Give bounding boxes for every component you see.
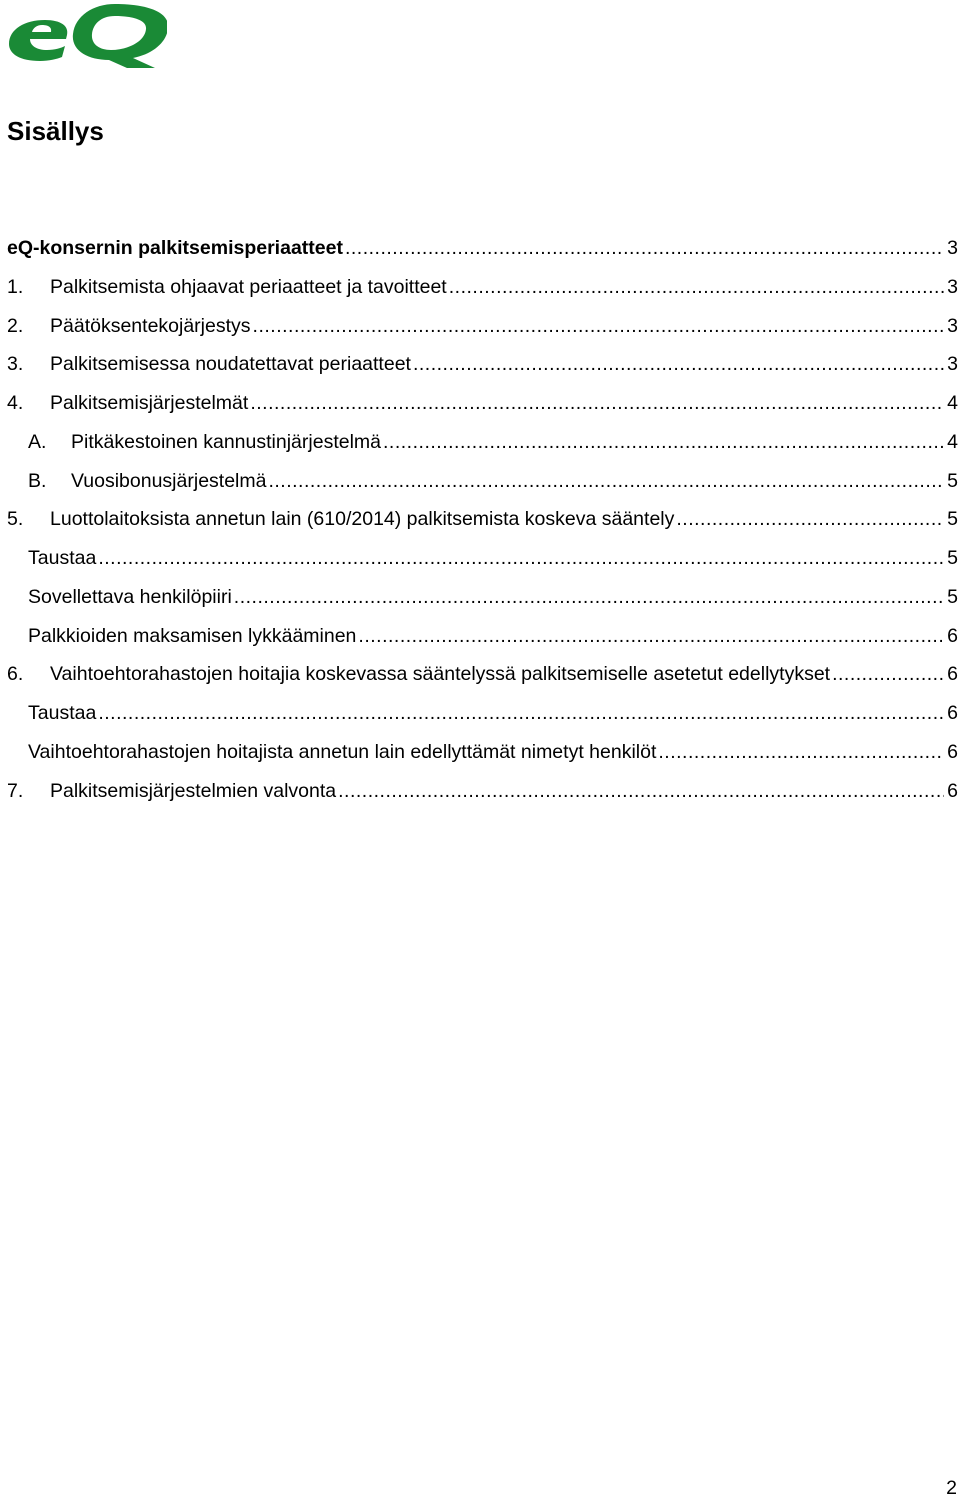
eq-logo-graphic	[5, 2, 167, 68]
toc-entry[interactable]	[7, 505, 958, 544]
toc-entry-page: 5	[947, 585, 958, 608]
toc-entry[interactable]	[7, 312, 958, 351]
toc-entry[interactable]	[7, 350, 958, 389]
toc-dot-leader	[832, 660, 944, 688]
toc-entry-title: Taustaa	[28, 547, 97, 569]
toc-entry[interactable]	[7, 273, 958, 312]
toc-entry-number: A.	[28, 430, 47, 453]
toc-entry-title: Taustaa	[28, 702, 97, 724]
table-of-contents	[7, 234, 958, 815]
toc-entry-page: 3	[947, 314, 958, 337]
toc-entry-page: 4	[947, 430, 958, 453]
toc-dot-leader	[345, 234, 944, 262]
eq-logo	[5, 2, 167, 68]
toc-entry[interactable]	[7, 389, 958, 428]
toc-entry-title: Palkkioiden maksamisen lykkääminen	[28, 624, 357, 647]
toc-entry[interactable]	[7, 467, 958, 506]
toc-entry[interactable]	[7, 738, 958, 777]
toc-dot-leader	[358, 622, 944, 650]
toc-entry-title: Päätöksentekojärjestys	[50, 314, 251, 337]
toc-entry-title: Luottolaitoksista annetun lain (610/2014) palkitsemista koskeva sääntely	[50, 508, 675, 531]
toc-dot-leader	[658, 738, 944, 766]
toc-entry-title: Vaihtoehtorahastojen hoitajia koskevassa sääntelyssä palkitsemiselle asetetut edellytykset	[50, 663, 831, 686]
toc-entry-page: 3	[947, 353, 958, 376]
toc-entry-page: 5	[947, 508, 958, 531]
toc-entry-title: Palkitsemista ohjaavat periaatteet ja tavoitteet	[50, 275, 447, 298]
toc-entry-title: Vuosibonusjärjestelmä	[71, 469, 267, 492]
toc-entry-number: 4.	[7, 392, 24, 414]
toc-dot-leader	[250, 389, 944, 417]
toc-dot-leader	[268, 467, 944, 495]
toc-entry-title: Palkitsemisjärjestelmien valvonta	[50, 779, 337, 802]
toc-entry-page: 6	[947, 740, 958, 763]
toc-entry-number: 2.	[7, 314, 24, 337]
toc-entry-number: 1.	[7, 275, 24, 298]
toc-entry[interactable]	[7, 583, 958, 622]
toc-dot-leader	[338, 777, 944, 805]
toc-entry-page: 5	[947, 469, 958, 492]
toc-entry-number: 7.	[7, 779, 24, 802]
toc-dot-leader	[383, 428, 944, 456]
toc-entry-page: 4	[947, 392, 958, 414]
toc-entry[interactable]	[7, 777, 958, 816]
toc-entry[interactable]	[7, 699, 958, 738]
toc-entry-page: 3	[947, 237, 958, 259]
toc-dot-leader	[449, 273, 944, 301]
toc-entry-title: Palkitsemisessa noudatettavat periaatteet	[50, 353, 411, 376]
toc-entry-number: 5.	[7, 508, 24, 531]
toc-entry[interactable]	[7, 428, 958, 467]
toc-entry[interactable]	[7, 234, 958, 273]
toc-dot-leader	[98, 544, 944, 572]
toc-heading: Sisällys	[7, 116, 104, 146]
toc-entry-title: Sovellettava henkilöpiiri	[28, 585, 232, 608]
toc-entry-page: 3	[947, 275, 958, 298]
toc-entry[interactable]	[7, 622, 958, 661]
toc-entry-page: 6	[947, 779, 958, 802]
toc-entry-title: Pitkäkestoinen kannustinjärjestelmä	[71, 430, 382, 453]
toc-entry-title: eQ-konsernin palkitsemisperiaatteet	[7, 237, 343, 259]
toc-entry-number: 6.	[7, 663, 24, 686]
toc-entry-page: 6	[947, 702, 958, 724]
toc-entry-title: Palkitsemisjärjestelmät	[50, 392, 249, 414]
toc-entry-number: B.	[28, 469, 47, 492]
page-number: 2	[946, 1477, 957, 1499]
toc-dot-leader	[253, 312, 945, 340]
toc-dot-leader	[676, 505, 944, 533]
toc-entry-title: Vaihtoehtorahastojen hoitajista annetun lain edellyttämät nimetyt henkilöt	[28, 740, 657, 763]
toc-entry-number: 3.	[7, 353, 24, 376]
toc-dot-leader	[98, 699, 944, 727]
toc-entry-page: 6	[947, 663, 958, 686]
toc-dot-leader	[234, 583, 944, 611]
toc-entry-page: 5	[947, 547, 958, 569]
toc-entry[interactable]	[7, 544, 958, 583]
toc-entry-page: 6	[947, 624, 958, 647]
toc-entry[interactable]	[7, 660, 958, 699]
toc-dot-leader	[413, 350, 944, 378]
